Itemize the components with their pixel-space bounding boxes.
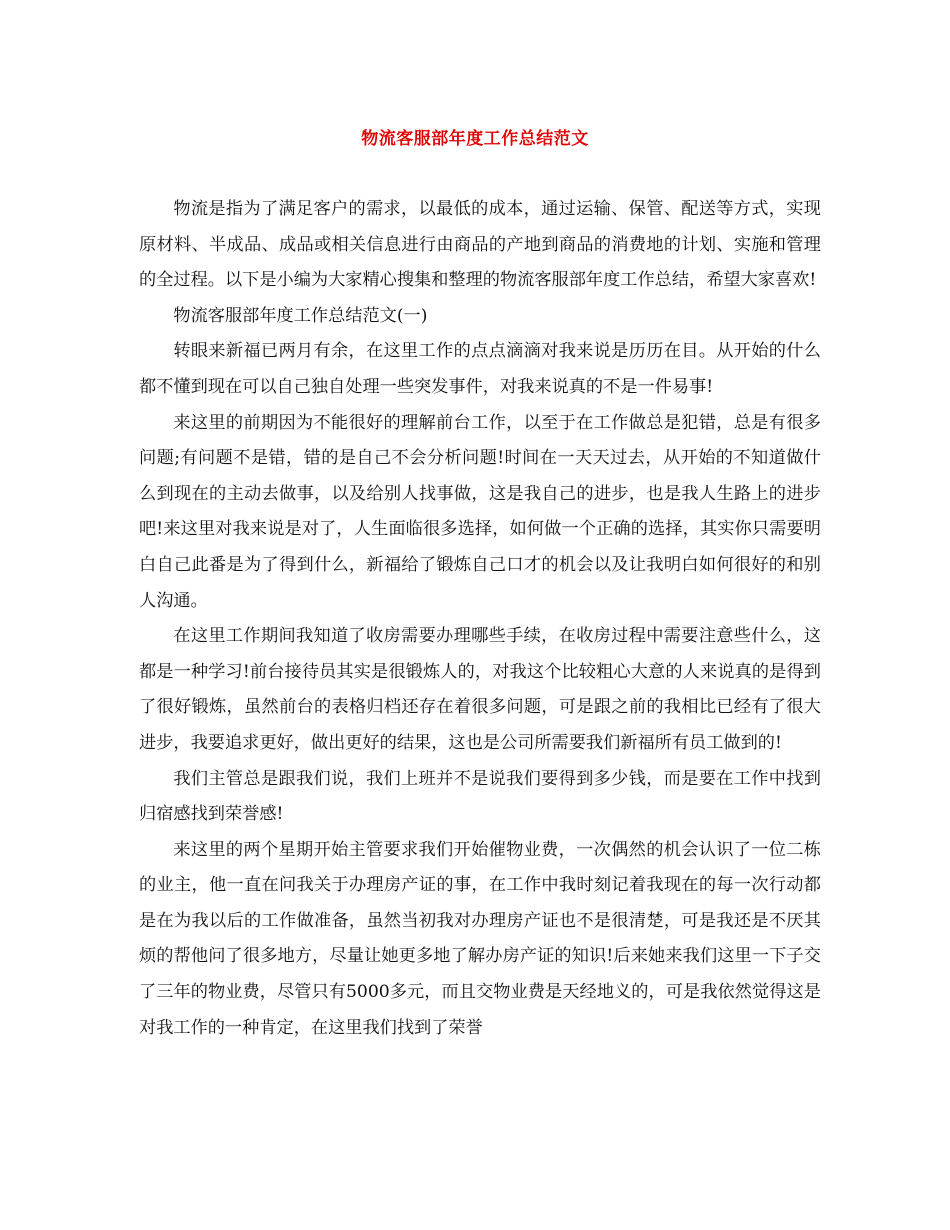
paragraph: 来这里的前期因为不能很好的理解前台工作，以至于在工作做总是犯错，总是有很多问题;有问题不是错，错的是自己不会分析问题!时间在一天天过去，从开始的不知道做什么到现在的主动去做事，以及给别人找事做，这是我自己的进步，也是我人生路上的进步吧!来这里对我来说是对了，人生面临很多选择，如何做一个正确的选择，其实你只需要明白自己此番是为了得到什么，新福给了锻炼自己口才的机会以及让我明白如何很好的和别人沟通。 bbox=[139, 412, 821, 611]
paragraph-intro: 物流是指为了满足客户的需求，以最低的成本，通过运输、保管、配送等方式，实现原材料、半成品、成品或相关信息进行由商品的产地到商品的消费地的计划、实施和管理的全过程。以下是小编为大家精心搜集和整理的物流客服部年度工作总结，希望大家喜欢! bbox=[139, 199, 821, 291]
paragraph: 转眼来新福已两月有余，在这里工作的点点滴滴对我来说是历历在目。从开始的什么都不懂到现在可以自己独自处理一些突发事件，对我来说真的不是一件易事! bbox=[139, 341, 821, 397]
paragraph: 在这里工作期间我知道了收房需要办理哪些手续，在收房过程中需要注意些什么，这都是一种学习!前台接待员其实是很锻炼人的，对我这个比较粗心大意的人来说真的是得到了很好锻炼，虽然前台的表格归档还存在着很多问题，可是跟之前的我相比已经有了很大进步，我要追求更好，做出更好的结果，这也是公司所需要我们新福所有员工做到的! bbox=[139, 626, 821, 753]
paragraph: 我们主管总是跟我们说，我们上班并不是说我们要得到多少钱，而是要在工作中找到归宿感找到荣誉感! bbox=[139, 768, 821, 825]
paragraph-subheading: 物流客服部年度工作总结范文(一) bbox=[173, 305, 428, 326]
paragraph: 来这里的两个星期开始主管要求我们开始催物业费，一次偶然的机会认识了一位二栋的业主，他一直在问我关于办理房产证的事，在工作中我时刻记着我现在的每一次行动都是在为我以后的工作做准备，虽然当初我对办理房产证也不是很清楚，可是我还是不厌其烦的帮他问了很多地方，尽量让她更多地了解办房产证的知识!后来她来我们这里一下子交了三年的物业费，尽管只有5000多元，而且交物业费是天经地义的，可是我依然觉得这是对我工作的一种肯定，在这里我们找到了荣誉 bbox=[139, 839, 821, 1038]
document-body bbox=[139, 192, 821, 1046]
document-title: 物流客服部年度工作总结范文 bbox=[361, 129, 589, 149]
